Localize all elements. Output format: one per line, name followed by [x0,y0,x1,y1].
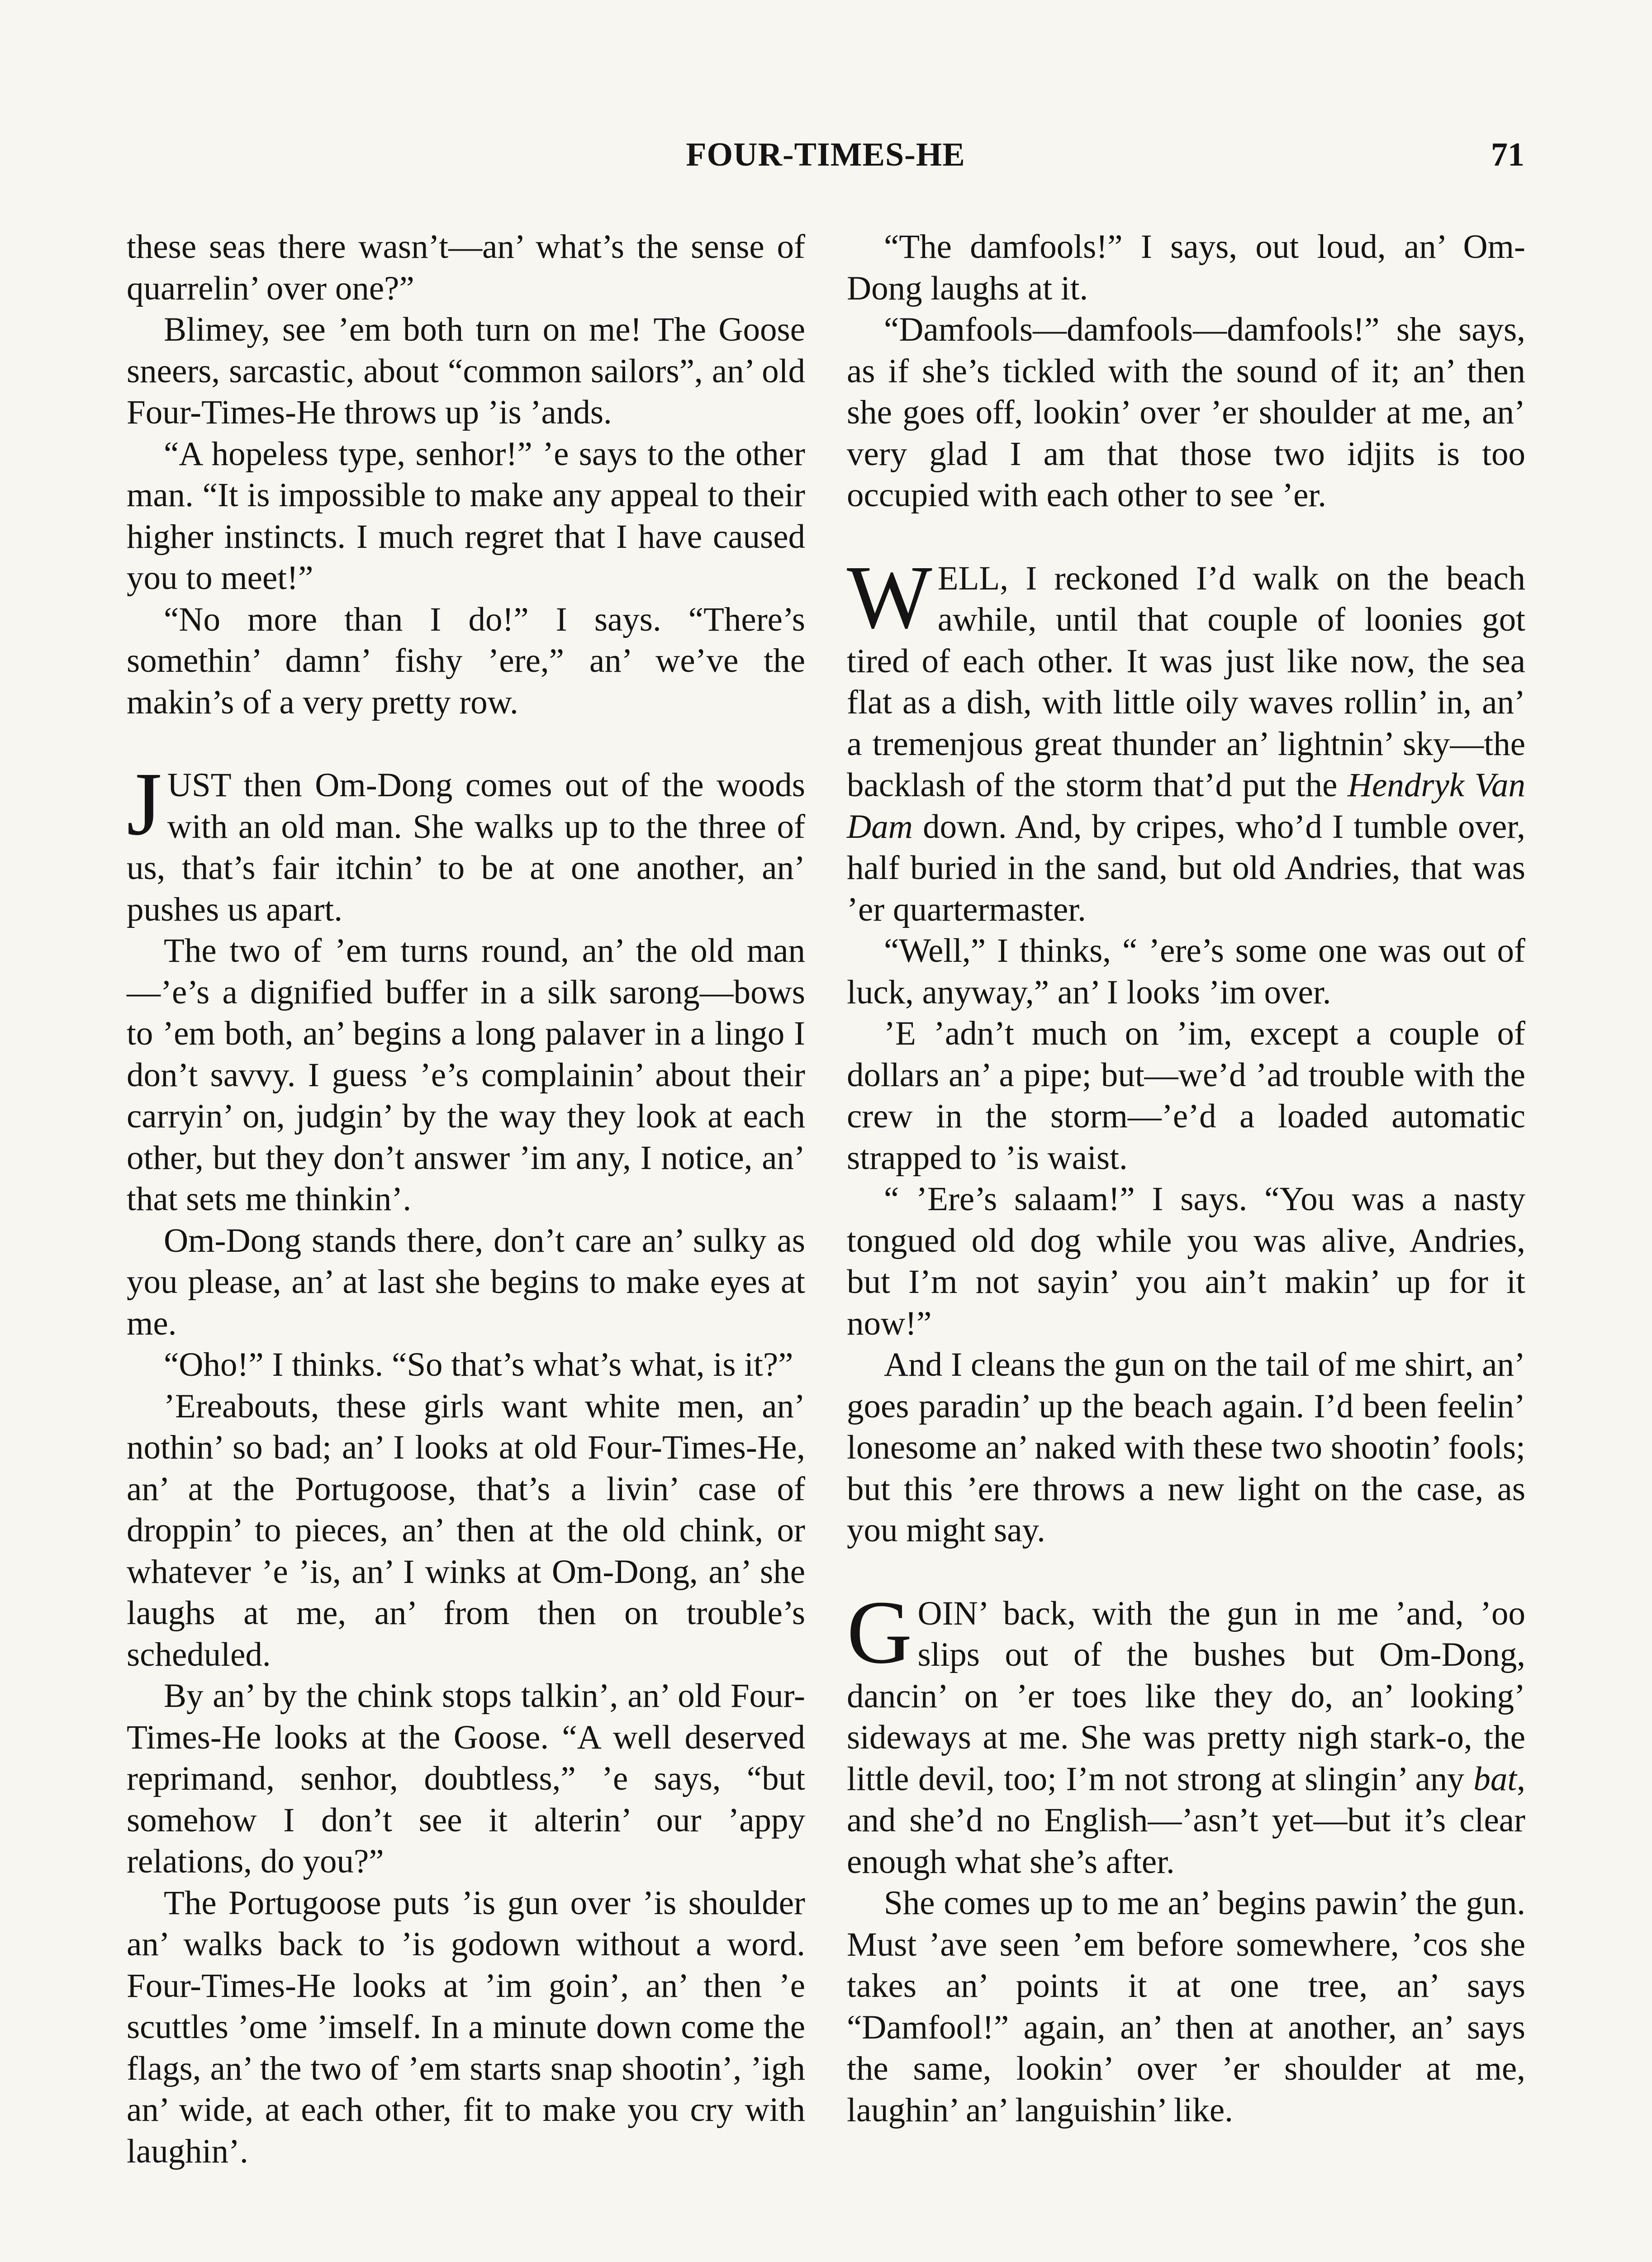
paragraph-text: back, with the gun in me ’and, ’oo slips out of the bushes but Om-Dong, dancin’ on ’er toes like they do, an’ looking’ sideways at me. She was pretty nigh stark-o, the little devil, too; I’m not strong at slingin’ any [847,1594,1525,1798]
running-title: FOUR-TIMES-HE [686,136,965,173]
paragraph-text: I reckoned I’d walk on the beach awhile, until that couple of loonies got tired of each other. It was just like now, the sea flat as a dish, with little oily waves rollin’ in, an’ a tremenjous great thunder an’ lightnin’ sky—the backlash of the storm that’d put the [847,559,1525,804]
italic-word: bat [1473,1760,1517,1798]
left-column [127,226,805,2172]
section-opening-paragraph [127,754,805,930]
paragraph: “Oho!” I thinks. “So that’s what’s what, is it?” [164,1346,793,1383]
paragraph: Om-Dong stands there, don’t care an’ sulky as you please, an’ at last she begins to make eyes at me. [127,1221,805,1342]
right-column [847,226,1525,2131]
drop-cap: J [127,754,162,854]
paragraph: these seas there wasn’t—an’ what’s the sense of quarrelin’ over one?” [127,228,805,307]
paragraph: The Portugoose puts ’is gun over ’is shoulder an’ walks back to ’is godown without a word. Four-Times-He looks at ’im goin’, an’ then ’e scuttles ’ome ’imself. In a minute down come the flags, an’ the two of ’em starts snap shootin’, ’igh an’ wide, at each other, fit to make you cry with laughin’. [127,1884,805,2170]
paragraph-text: down. And, by cripes, who’d I tumble over, half buried in the sand, but old Andries, that was ’er quartermaster. [847,808,1525,928]
paragraph: “Damfools—damfools—damfools!” she says, as if she’s tickled with the sound of it; an’ then she goes off, lookin’ over ’er shoulder at me, an’ very glad I am that those two idjits is too occupied with each other to see ’er. [847,311,1525,514]
section-opening-paragraph [847,1582,1525,1883]
paragraph: “A hopeless type, senhor!” ’e says to the other man. “It is impossible to make any appeal to their higher instincts. I much regret that I have caused you to meet!” [127,435,805,597]
section-opening-paragraph [847,547,1526,931]
paragraph-text: then Om-Dong comes out of the woods with an old man. She walks up to the three of us, that’s fair itchin’ to be at one another, an’ pushes us apart. [127,766,805,928]
paragraph: “The damfools!” I says, out loud, an’ Om-Dong laughs at it. [847,228,1525,307]
running-head [127,136,1524,185]
paragraph: ’Ereabouts, these girls want white men, an’ nothin’ so bad; an’ I looks at old Four-Times-He, an’ at the Portugoose, that’s a livin’ case of droppin’ to pieces, an’ then at the old chink, or whatever ’e ’is, an’ I winks at Om-Dong, an’ she laughs at me, an’ from then on trouble’s scheduled. [127,1387,805,1673]
page-number: 71 [1491,136,1524,173]
small-caps-lead: ELL, [937,559,1008,597]
ship-name: Hendryk Van Dam [847,766,1526,846]
paragraph: The two of ’em turns round, an’ the old man—’e’s a dignified buffer in a silk sarong—bows to ’em both, an’ begins a long palaver in a lingo I don’t savvy. I guess ’e’s complainin’ about their carryin’ on, judgin’ by the way they look at each other, but they don’t answer ’im any, I notice, an’ that sets me thinkin’. [127,932,805,1218]
paragraph: ’E ’adn’t much on ’im, except a couple of dollars an’ a pipe; but—we’d ’ad trouble with the crew in the storm—’e’d a loaded automatic strapped to ’is waist. [847,1015,1525,1177]
drop-cap: G [847,1582,912,1682]
paragraph: And I cleans the gun on the tail of me shirt, an’ goes paradin’ up the beach again. I’d been feelin’ lonesome an’ naked with these two shootin’ fools; but this ’ere throws a new light on the case, as you might say. [847,1346,1525,1549]
paragraph: Blimey, see ’em both turn on me! The Goose sneers, sarcastic, about “common sailors”, an’ old Four-Times-He throws up ’is ’ands. [127,311,805,431]
paragraph: “ ’Ere’s salaam!” I says. “You was a nasty tongued old dog while you was alive, Andries, but I’m not sayin’ you ain’t makin’ up for it now!” [847,1180,1525,1342]
paragraph: “No more than I do!” I says. “There’s somethin’ damn’ fishy ’ere,” an’ we’ve the makin’s of a very pretty row. [127,600,805,721]
small-caps-lead: UST [167,766,231,804]
drop-cap: W [847,547,932,647]
paragraph: She comes up to me an’ begins pawin’ the gun. Must ’ave seen ’em before somewhere, ’cos she takes an’ points it at one tree, an’ says “Damfool!” again, an’ then at another, an’ says the same, lookin’ over ’er shoulder at me, laughin’ an’ languishin’ like. [847,1884,1525,2129]
paragraph: “Well,” I thinks, “ ’ere’s some one was out of luck, anyway,” an’ I looks ’im over. [847,932,1525,1011]
paragraph-text: , and she’d no English—’asn’t yet—but it’s clear enough what she’s after. [847,1760,1525,1881]
paragraph: By an’ by the chink stops talkin’, an’ old Four-Times-He looks at the Goose. “A well deserved reprimand, senhor, doubtless,” ’e says, “but somehow I don’t see it alterin’ our ’appy relations, do you?” [127,1677,805,1880]
small-caps-lead: OIN’ [917,1594,987,1632]
